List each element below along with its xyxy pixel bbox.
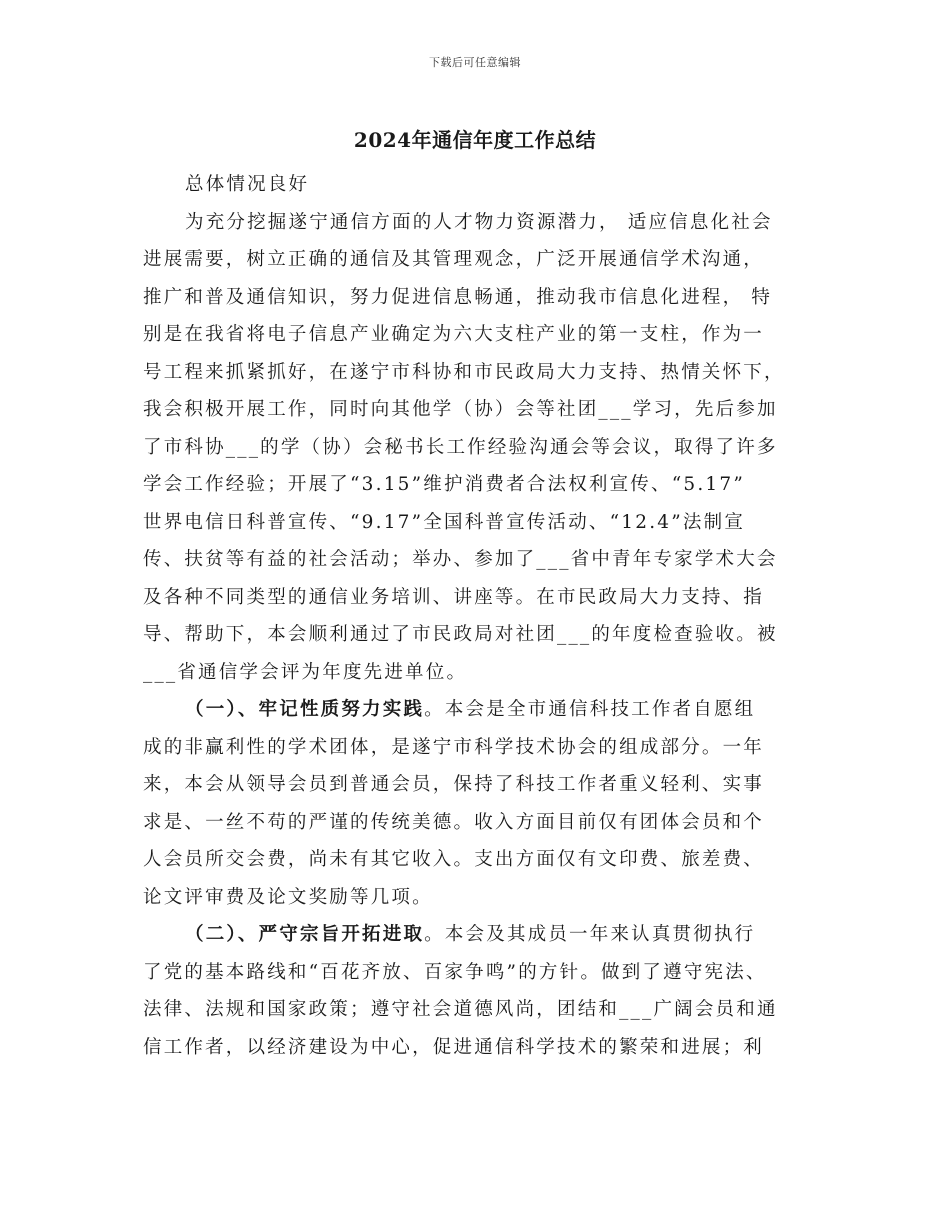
paragraph-line <box>143 584 764 612</box>
line-text: 号工程来抓紧抓好，在遂宁市科协和市民政局大力支持、热情关怀下， <box>143 362 785 383</box>
line-text: 推广和普及通信知识，努力促进信息畅通，推动我市信息化进程， 特 <box>143 287 773 308</box>
line-text: 我会积极开展工作，同时向其他学（协）会等社团___学习，先后参加 <box>143 399 778 420</box>
line-text: 了市科协___的学（协）会秘书长工作经验沟通会等会议，取得了许多 <box>143 437 778 458</box>
line-text: 及各种不同类型的通信业务培训、讲座等。在市民政局大力支持、指 <box>143 587 765 608</box>
line-text: 为充分挖掘遂宁通信方面的人才物力资源潜力， 适应信息化社会 <box>185 212 773 233</box>
line-text: 人会员所交会费，尚未有其它收入。支出方面仅有文印费、旅差费、 <box>143 849 765 870</box>
line-text: ___省通信学会评为年度先进单位。 <box>143 662 468 683</box>
paragraph-line <box>143 284 772 312</box>
section-heading-1: （一）、牢记性质努力实践 <box>185 699 425 720</box>
document-title: 2024年通信年度工作总结 <box>353 128 597 152</box>
paragraph-line <box>185 209 773 237</box>
paragraph-line <box>143 509 745 537</box>
paragraph-line <box>143 546 778 574</box>
line-text: 求是、一丝不苟的严谨的传统美德。收入方面目前仅有团体会员和个 <box>143 812 765 833</box>
line-text: 传、扶贫等有益的社会活动；举办、参加了___省中青年专家学术大会 <box>143 549 778 570</box>
section-heading-overall <box>185 171 309 199</box>
line-text: 成的非赢利性的学术团体，是遂宁市科学技术协会的组成部分。一年 <box>143 737 765 758</box>
page-header-note: 下载后可任意编辑 <box>429 56 521 69</box>
paragraph-line <box>143 659 467 687</box>
line-text: 了党的基本路线和“百花齐放、百家争鸣”的方针。做到了遵守宪法、 <box>143 962 767 983</box>
paragraph-line <box>143 884 433 912</box>
paragraph-line <box>143 246 764 274</box>
line-text: 总体情况良好 <box>185 174 310 195</box>
paragraph-line <box>143 434 778 462</box>
paragraph-line <box>143 359 785 387</box>
paragraph-line <box>143 996 778 1024</box>
paragraph-line-section-1 <box>185 696 755 724</box>
paragraph-line <box>143 621 778 649</box>
paragraph-line <box>143 321 764 349</box>
paragraph-line <box>143 809 764 837</box>
paragraph-line <box>143 959 767 987</box>
line-text: 。本会是全市通信科技工作者自愿组 <box>424 699 756 720</box>
paragraph-line-section-2 <box>185 921 755 949</box>
paragraph-line <box>143 471 745 499</box>
section-heading-2: （二）、严守宗旨开拓进取 <box>185 924 425 945</box>
line-text: 。本会及其成员一年来认真贯彻执行 <box>424 924 756 945</box>
line-text: 世界电信日科普宣传、“9.17”全国科普宣传活动、“12.4”法制宣 <box>143 512 746 533</box>
line-text: 法律、法规和国家政策；遵守社会道德风尚，团结和___广阔会员和通 <box>143 999 778 1020</box>
line-text: 导、帮助下，本会顺利通过了市民政局对社团___的年度检查验收。被 <box>143 624 778 645</box>
paragraph-line <box>143 846 764 874</box>
line-text: 进展需要，树立正确的通信及其管理观念，广泛开展通信学术沟通， <box>143 249 765 270</box>
paragraph-line <box>143 1034 764 1062</box>
line-text: 论文评审费及论文奖励等几项。 <box>143 887 433 908</box>
paragraph-line <box>143 771 764 799</box>
paragraph-line <box>143 734 764 762</box>
line-text: 来，本会从领导会员到普通会员，保持了科技工作者重义轻利、实事 <box>143 774 765 795</box>
line-text: 信工作者，以经济建设为中心，促进通信科学技术的繁荣和进展；利 <box>143 1037 765 1058</box>
line-text: 学会工作经验；开展了“3.15”维护消费者合法权利宣传、“5.17” <box>143 474 746 495</box>
paragraph-line <box>143 396 778 424</box>
line-text: 别是在我省将电子信息产业确定为六大支柱产业的第一支柱，作为一 <box>143 324 765 345</box>
